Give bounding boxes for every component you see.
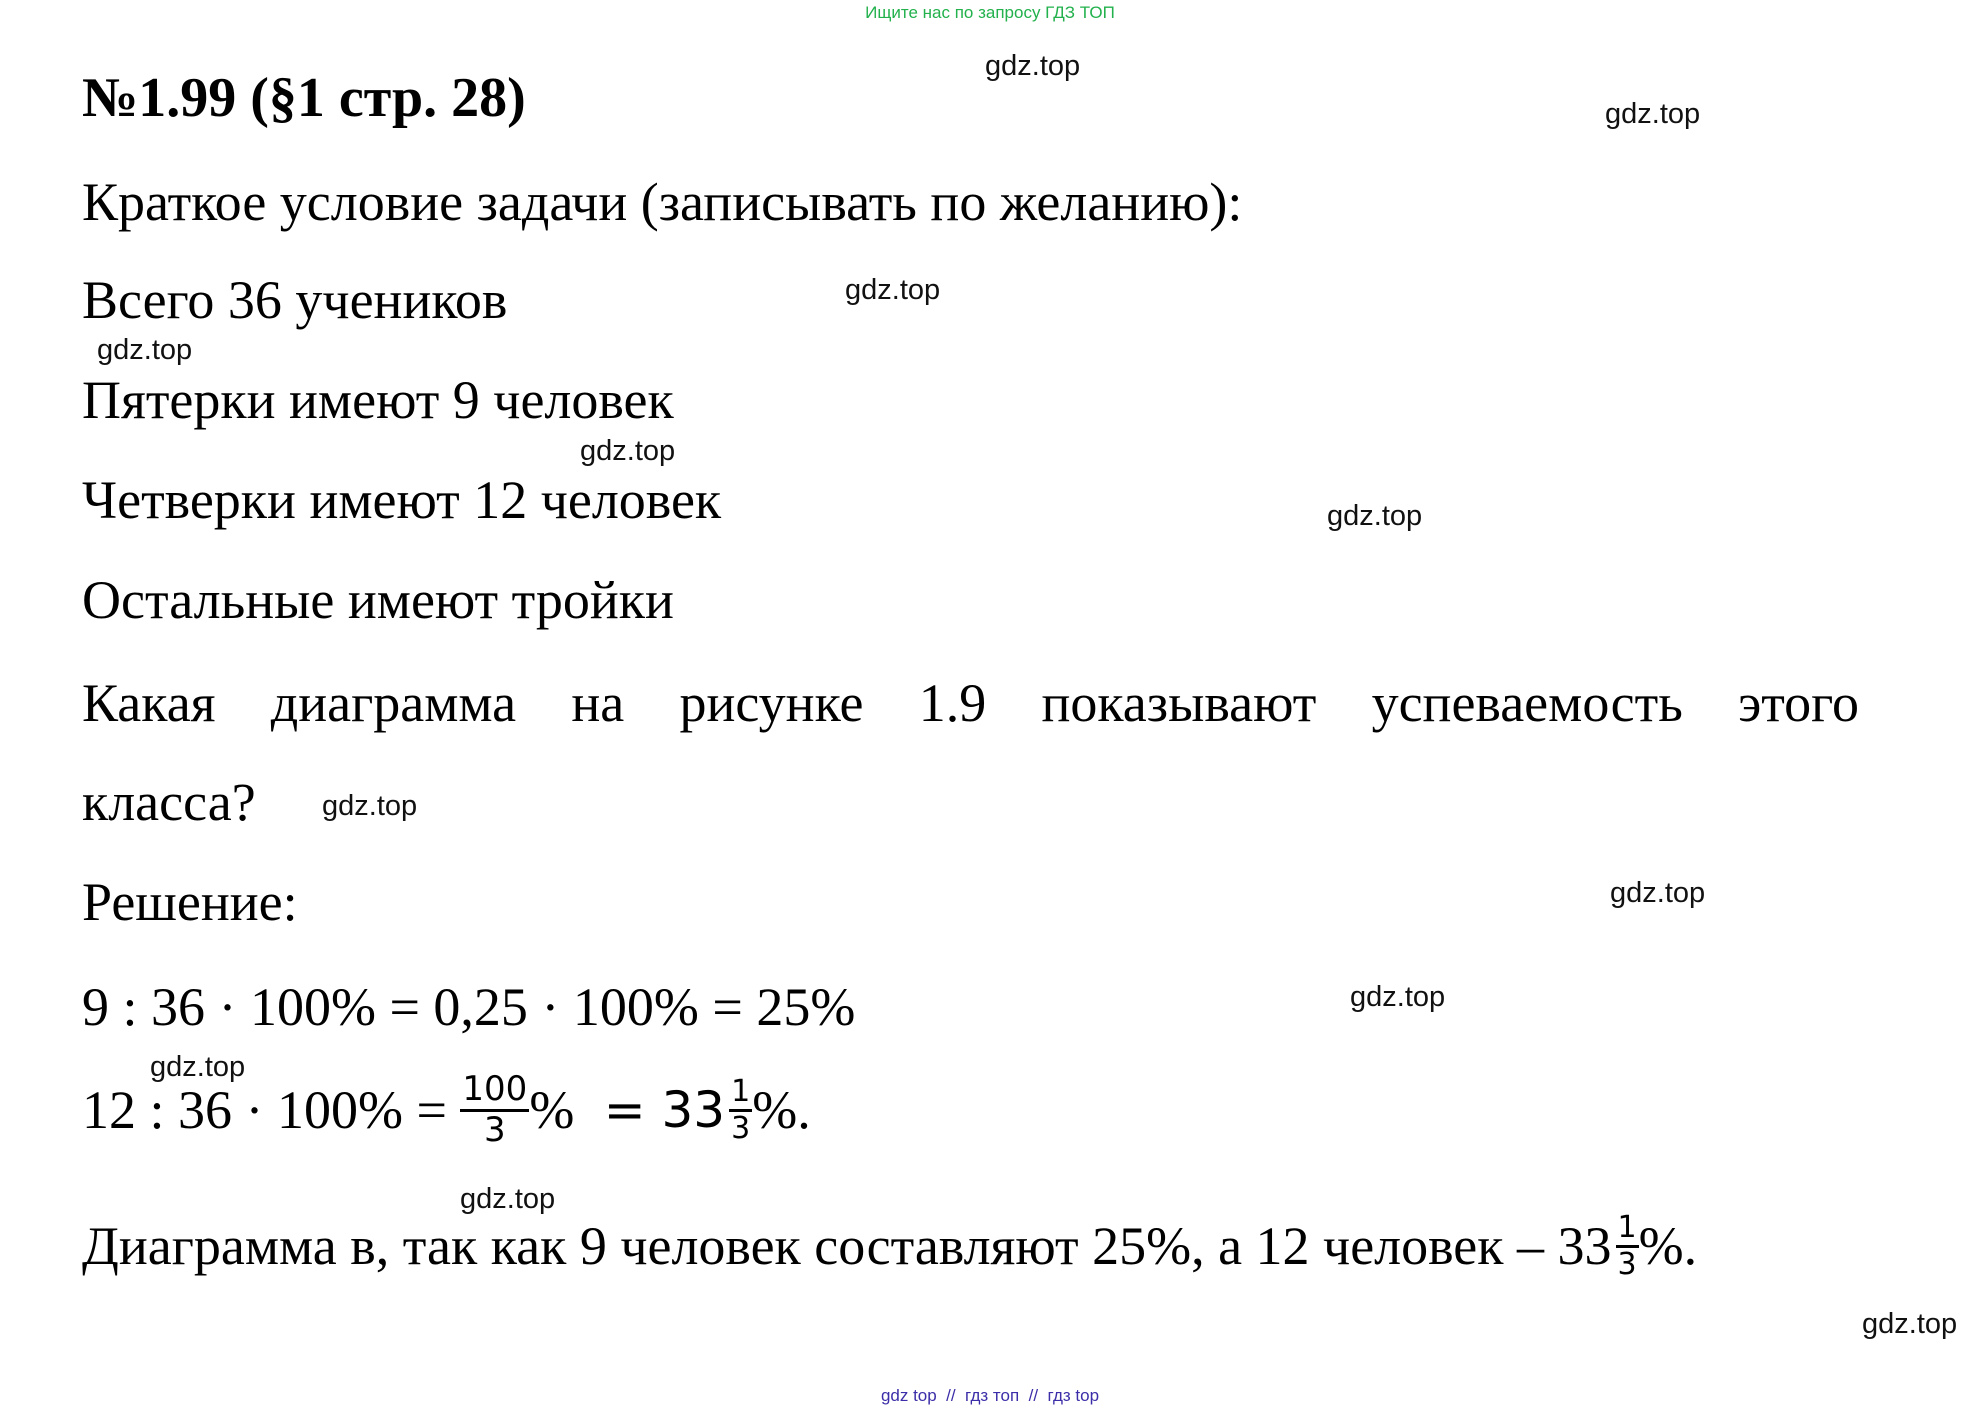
watermark: gdz.top: [322, 790, 418, 822]
condition-line-total: Всего 36 учеников: [82, 270, 508, 330]
bottom-banner: gdz top // гдз топ // гдз top: [880, 1386, 1100, 1405]
question-end: класса?: [82, 772, 256, 832]
watermark: gdz.top: [845, 274, 941, 306]
equation-1: 9 : 36 · 100% = 0,25 · 100% = 25%: [82, 977, 856, 1037]
answer-line: [82, 1212, 1697, 1280]
answer-text: Диаграмма в, так как 9 человек составляют 25%, а 12 человек – 33: [82, 1216, 1612, 1276]
condition-line-fours: Четверки имеют 12 человек: [82, 470, 722, 530]
fraction-numerator: 1: [729, 1076, 752, 1112]
equation-2-lhs: 12 : 36 · 100% =: [82, 1080, 461, 1141]
short-condition-label: Краткое условие задачи (записывать по желанию):: [82, 172, 1243, 232]
question-word: Какая: [82, 673, 216, 733]
question-word: рисунке: [679, 673, 864, 733]
condition-line-fives: Пятерки имеют 9 человек: [82, 370, 674, 430]
question-word: 1.9: [918, 673, 987, 733]
equation-2: [82, 1069, 811, 1150]
condition-line-threes: Остальные имеют тройки: [82, 570, 674, 630]
answer-fraction-one-third: [1616, 1212, 1639, 1280]
equation-2-result-whole: = 33: [587, 1081, 726, 1140]
watermark: gdz.top: [97, 334, 193, 366]
question-line: [82, 673, 1859, 733]
problem-title: №1.99 (§1 стр. 28): [82, 67, 526, 129]
fraction-numerator: 1: [1616, 1212, 1639, 1248]
fraction-numerator: 100: [460, 1072, 529, 1112]
answer-end: %.: [1638, 1216, 1698, 1276]
watermark: gdz.top: [1862, 1308, 1958, 1340]
fraction-denominator: 3: [731, 1110, 751, 1146]
watermark: gdz.top: [985, 50, 1081, 82]
question-word: показывают: [1041, 673, 1317, 733]
question-word: успеваемость: [1371, 673, 1683, 733]
question-word: этого: [1738, 673, 1859, 733]
fraction-denominator: 3: [484, 1109, 506, 1150]
question-word: диаграмма: [270, 673, 517, 733]
watermark: gdz.top: [1610, 877, 1706, 909]
watermark: gdz.top: [1350, 981, 1446, 1013]
fraction-denominator: 3: [1617, 1246, 1637, 1282]
top-banner: Ищите нас по запросу ГДЗ ТОП: [865, 3, 1115, 22]
fraction-100-over-3: [460, 1069, 529, 1150]
fraction-one-third: [729, 1076, 752, 1144]
watermark: gdz.top: [460, 1183, 556, 1215]
watermark: gdz.top: [1327, 500, 1423, 532]
watermark: gdz.top: [150, 1051, 246, 1083]
solution-label: Решение:: [82, 872, 298, 932]
equation-2-end: %.: [752, 1080, 811, 1141]
watermark: gdz.top: [1605, 98, 1701, 130]
equation-2-percent: %: [529, 1080, 588, 1141]
watermark: gdz.top: [580, 435, 676, 467]
question-word: на: [571, 673, 625, 733]
